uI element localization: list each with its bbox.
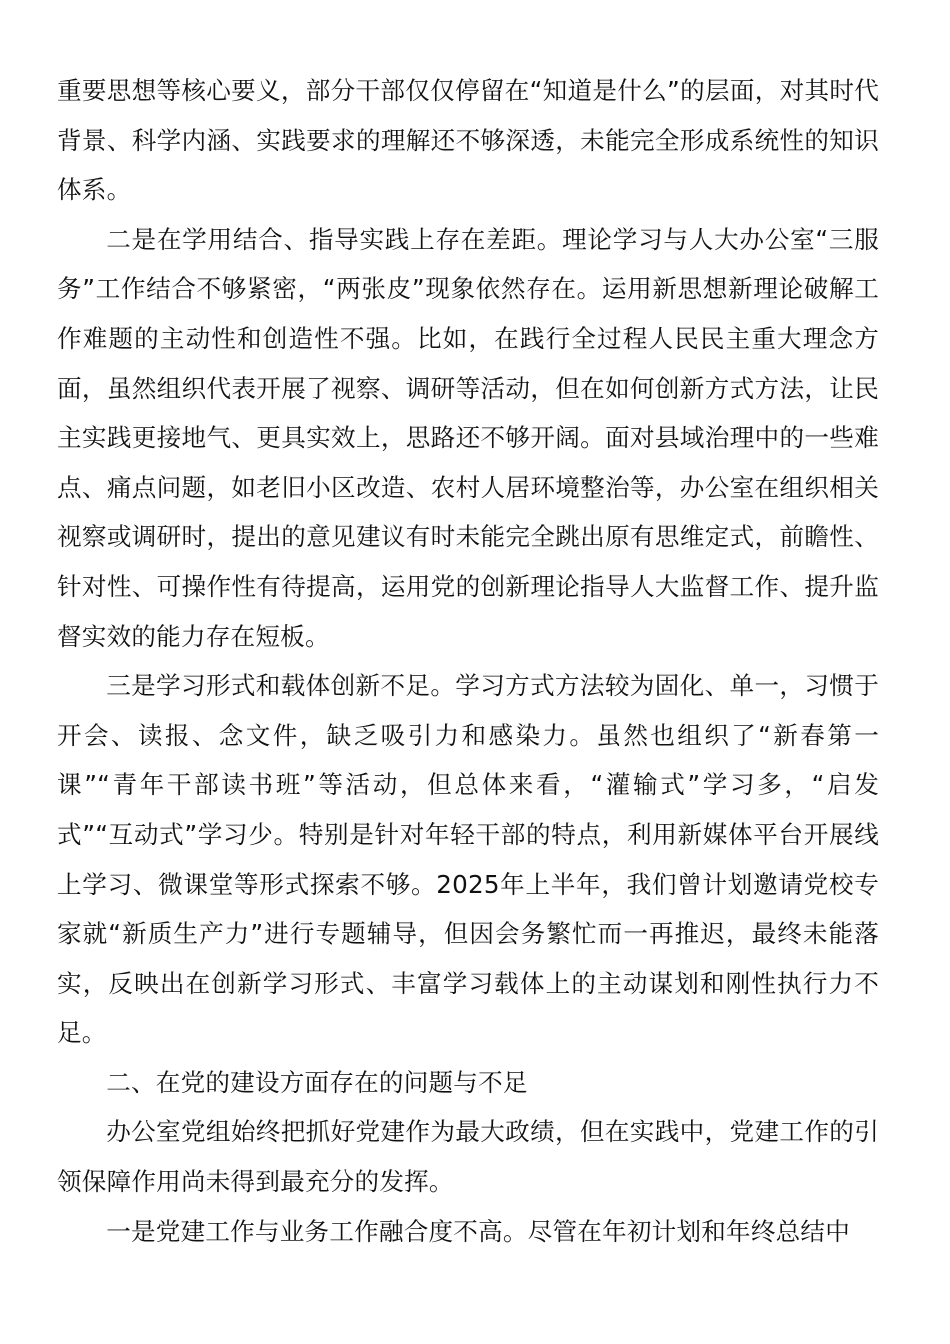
paragraph-continuation: 重要思想等核心要义，部分干部仅仅停留在“知道是什么”的层面，对其时代背景、科学内涵、实践要求的理解还不够深透，未能完全形成系统性的知识体系。 [57,76,879,205]
paragraph-point-three: 三是学习形式和载体创新不足。学习方式方法较为固化、单一，习惯于开会、读报、念文件，缺乏吸引力和感染力。虽然也组织了“新春第一课”“青年干部读书班”等活动，但总体来看，“灌输式”学习多，“启发式”“互动式”学习少。特别是针对年轻干部的特点，利用新媒体平台开展线上学习、微课堂等形式探索不够。2025年上半年，我们曾计划邀请党校专家就“新质生产力”进行专题辅导，但因会务繁忙而一再推迟，最终未能落实，反映出在创新学习形式、丰富学习载体上的主动谋划和刚性执行力不足。 [57,671,879,1048]
paragraph-point-one: 一是党建工作与业务工作融合度不高。尽管在年初计划和年终总结中 [106,1216,851,1246]
paragraph-point-two: 二是在学用结合、指导实践上存在差距。理论学习与人大办公室“三服务”工作结合不够紧密，“两张皮”现象依然存在。运用新思想新理论破解工作难题的主动性和创造性不强。比如，在践行全过程人民民主重大理念方面，虽然组织代表开展了视察、调研等活动，但在如何创新方式方法，让民主实践更接地气、更具实效上，思路还不够开阔。面对县域治理中的一些难点、痛点问题，如老旧小区改造、农村人居环境整治等，办公室在组织相关视察或调研时，提出的意见建议有时未能完全跳出原有思维定式，前瞻性、针对性、可操作性有待提高，运用党的创新理论指导人大监督工作、提升监督实效的能力存在短板。 [57,224,879,651]
section-heading: 二、在党的建设方面存在的问题与不足 [106,1067,528,1097]
document-body [57,66,879,1256]
paragraph-section-intro: 办公室党组始终把抓好党建作为最大政绩，但在实践中，党建工作的引领保障作用尚未得到最充分的发挥。 [57,1117,879,1197]
